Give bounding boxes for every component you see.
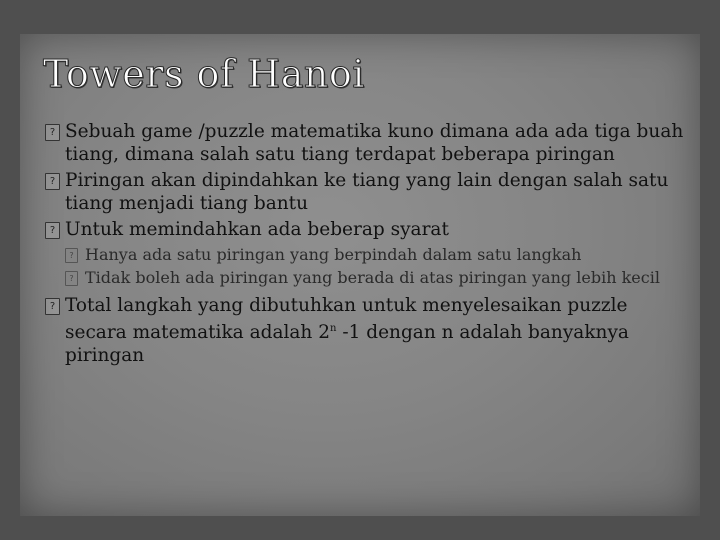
bullet-text: Sebuah game /puzzle matematika kuno dimana ada ada tiga buah tiang, dimana salah satu tiang terdapat beberapa piringan	[65, 121, 684, 165]
sub-bullet-list	[45, 245, 685, 288]
sub-bullet-text: Tidak boleh ada piringan yang berada di atas piringan yang lebih kecil	[85, 268, 660, 287]
sub-bullet-item	[65, 268, 685, 288]
sub-bullet-text: Hanya ada satu piringan yang berpindah dalam satu langkah	[85, 245, 582, 264]
sub-bullet-glyph-icon: ?	[65, 271, 78, 286]
bullet-item	[45, 120, 685, 166]
slide-title: Towers of Hanoi	[43, 52, 365, 96]
bullet-item	[45, 294, 685, 367]
bullet-glyph-icon: ?	[45, 222, 60, 239]
exponent: n	[330, 323, 337, 334]
bullet-text: Untuk memindahkan ada beberap syarat	[65, 219, 449, 240]
bullet-item	[45, 169, 685, 215]
bullet-glyph-icon: ?	[45, 298, 60, 315]
sub-bullet-glyph-icon: ?	[65, 248, 78, 263]
bullet-text-after: -1 dengan n adalah banyaknya piringan	[65, 322, 629, 367]
bullet-glyph-icon: ?	[45, 173, 60, 190]
bullet-item	[45, 218, 685, 241]
sub-bullet-item	[65, 245, 685, 265]
bullet-text: Piringan akan dipindahkan ke tiang yang lain dengan salah satu tiang menjadi tiang bantu	[65, 170, 669, 214]
bullet-text-before: Total langkah yang dibutuhkan untuk menyelesaikan puzzle secara matematika adalah 2	[65, 295, 628, 344]
slide-content	[45, 120, 685, 370]
bullet-glyph-icon: ?	[45, 124, 60, 141]
